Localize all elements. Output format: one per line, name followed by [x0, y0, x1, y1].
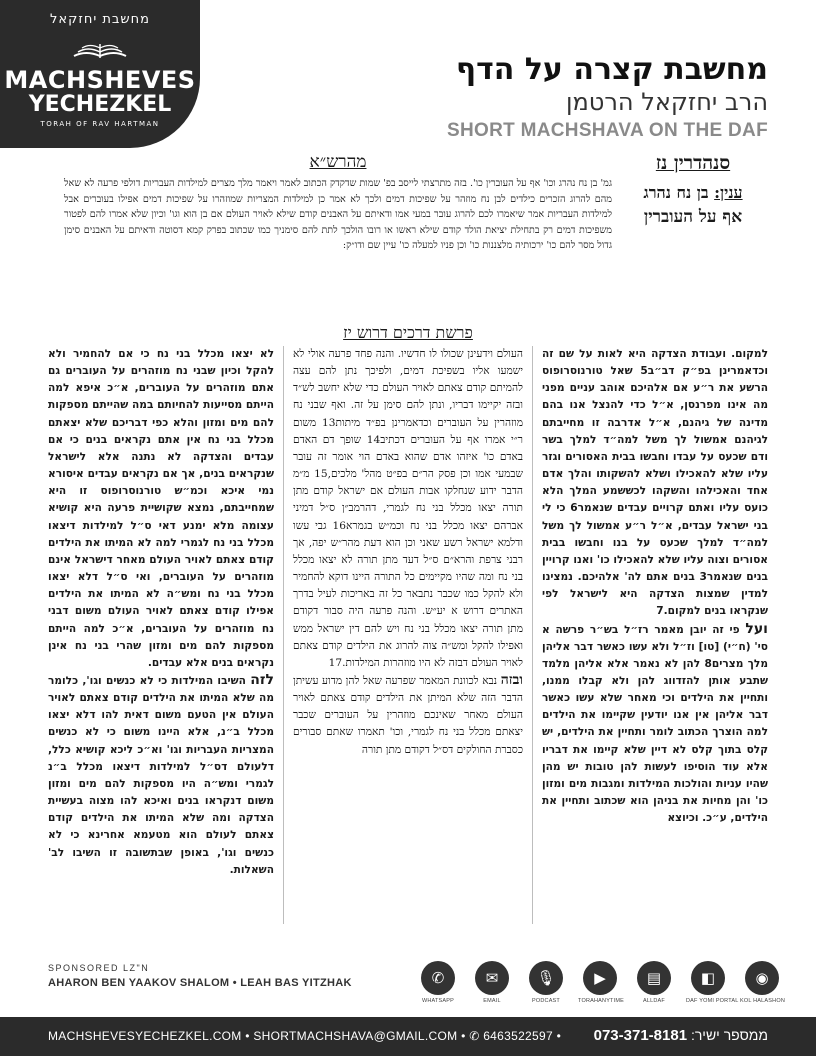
icon-label: DAF YOMI PORTAL	[686, 998, 739, 1004]
column-left	[48, 346, 274, 879]
icon-alldaf[interactable]	[632, 961, 676, 1007]
icon-label: TORAHANYTIME	[578, 998, 624, 1004]
footer-contact: MACHSHEVESYECHEZKEL.COM • SHORTMACHSHAVA@GMAIL.COM • ✆ 6463522597 •	[48, 1029, 562, 1043]
topic-text1: בן נח נהרג	[643, 183, 709, 202]
paragraph-text: העולם וידעינן שכולו לו חדשיו. והנה פחד פרעה אולי לא ישמעו אליו בשפיכת דמים, ולפיכך נתן להם עצה להמיתם קודם צאתם לאויר העולם כדי שלא יחשב לש״ד ובזה יקיימו דבריו, ונתן להם סימן על זה. ואף שבני נח מוזהרין על העוברים וכדאמרינן בפ״ד מיתות13 משום ר״י אמרו אף על העוברים דכתיב14 שופך דם האדם באדם כו' איזהו אדם שהוא באדם הוי אומר זה עובר שבמעי אמו וכן פסק הר״ם בפ״ט מהל' מלכים,15 מ״מ הדבר ידוע שנחלקו אבות העולם אם ישראל קודם מתן תורה יצאו מכלל בני נח לגמרי, דהרמב״ן ס״ל דמיני אברהם יצאו מכלל בני נח וכמ״ש בגמרא16 גבי עשו ודלמא ישראל רשע שאני וכן הוא דעת מהר״ש יפה, אך רבני צרפת והרא״ם ס״ל דעד מתן תורה לא יצאו מכלל בני נח ומה שהיו מקיימים כל התורה היינו דוקא להחמיר ולא להקל כמו שכבר נתבאר כל זה באריכות לעיל בדרך האתרים דרוש א יע״ש. והנה פרעה היה סבור דקודם מתן תורה יצאו מכלל בני נח ויש להם דין ישראל ממש ואפילו להקל ומש״ה צוה להרוג את הילדים קודם צאתם לאויר העולם דבזה לא היו מוזהרות המילדות.17	[293, 348, 523, 669]
parsha-heading	[0, 323, 816, 343]
logo-name-line2: YECHEZKEL	[28, 92, 172, 117]
paragraph	[293, 346, 523, 672]
column-divider	[532, 346, 533, 924]
footer-phone	[594, 1027, 768, 1044]
icon-podcast[interactable]	[524, 961, 568, 1007]
paragraph	[48, 346, 274, 672]
paragraph	[542, 346, 768, 621]
sponsor-names: AHARON BEN YAAKOV SHALOM • LEAH BAS YITZHAK	[48, 977, 352, 989]
maharsha-text: גמ' בן נח נהרג וכו' אף על העוברין כו'. בזה מתרצתי לייסב בפ' שמות שדקדק הכתוב לאמר ויאמר מלך מצרים למילדות העבריות דולפי פרעה לא שאל מהם להרוג הזכרים כילדים לבן נח מוזהר על שפיכות דמים ולכך לא אמר כן למילדות המצריות שמוזהרו על שפיכות דמים אפילו בעוברים אבל למילדות העבריות אמר שיאמרו לכם להרוג עובר במעי אמו ודאיתם על האבנים קודם שילא לאויר העולם אם בן הוא וגו' וכיון שלא אמרו להם לפטור משפיכות דמים רק בתחילת יציאת הולד קודם שילא ראשו או רובו הולכך לתת להם סימניך כמו שכתוב בפרק קמא דסוטה ודאיתם על האבנים סימן גדול מסר להם כו' ירכותיה מלצננות כו' וכן פניו למעלה כו' עיין שם ודו״ק:	[64, 178, 612, 252]
icon-kolhalashon[interactable]	[740, 961, 784, 1007]
logo-name-line1: MACHSHEVES	[4, 66, 196, 94]
page-title-hebrew: מחשבת קצרה על הדף	[455, 52, 768, 87]
topic-line1	[618, 183, 768, 203]
paragraph-text: למקום. ועבודת הצדקה היא לאות על שם זה וכדאמרינן בפ״ק דב״ב5 שאל טורנוסרופוס הרשע את ר״ע אם אלהיכם אוהב עניים מפני מה אינו מפרנסן, א״ל כדי להנצל אנו בהם מדינה של גיהנם, א״ל אדרבה זו מחייבתם לגיהנם אמשול לך משל למה״ד למלך בשר ודם שכעס על עבדו וחבשו בבית האסורים וגזר עליו שלא להאכילו ושלא להשקותו והלך אדם אחד והאכילהו והשקהו לכששמע המלך הלא כועס עליו ואתם קרויים עבדים שנאמר6 כי לי בני ישראל עבדים, א״ל ר״ע אמשול לך משל למה״ד למלך שכעס על בנו וחבשו בבית אסורים וצוה עליו שלא להאכילו כו' ואנו קרויין בנים שנאמר3 בנים אתם לה' אלהיכם. נמצינו למדין שמצות הצדקה היא לישראל לפי שנקראו בנים למקום.7	[541, 348, 769, 618]
email-icon: ✉	[475, 961, 509, 995]
column-divider	[283, 346, 284, 924]
paragraph	[48, 672, 274, 879]
topic-label: ענין:	[714, 183, 743, 202]
maharsha-heading: מהרש״א	[309, 152, 367, 172]
footer-phone-number: 073-371-8181	[593, 1027, 688, 1044]
paragraph-lead: לזה	[250, 671, 274, 688]
sponsor-label: SPONSORED LZ"N	[48, 963, 150, 973]
parsha-heading-text: פרשת דרכים דרוש יז	[343, 323, 473, 342]
paragraph-text: נבא לכוונת המאמר שפרעה שאל להן מדוע עשיתן הדבר הזה שלא המיתן את הילדים קודם צאתם לאויר העולם מאחר שאינכם מוזהרין על העוברים שכבר יצאתם מכלל בני נח לגמרי, וכו' תאמרו שאתם סבורים כסברת החולקים דס״ל דקודם מתן תורה	[293, 674, 523, 756]
kolhalashon-icon: ◉	[745, 961, 779, 995]
icon-label: ALLDAF	[643, 998, 665, 1004]
icon-label: EMAIL	[483, 998, 501, 1004]
paragraph-lead: ועל	[745, 620, 768, 637]
footer-bar	[0, 1017, 816, 1056]
book-icon	[72, 38, 128, 60]
icon-email[interactable]	[470, 961, 514, 1007]
podcast-icon: 🎙	[529, 961, 563, 995]
topic-box	[618, 152, 768, 227]
logo	[0, 0, 200, 148]
alldaf-icon: ▤	[637, 961, 671, 995]
paragraph-text: לא יצאו מכלל בני נח כי אם להחמיר ולא להקל וכיון שבני נח מוזהרים על העוברים גם אתם מוזהרים על העוברים, א״כ איפא למה הייתם מסייעות להחיותם במה שהייתם מספקות להם מים ומזון והלא כפי דבריכם שלא יצאתם מכלל בני נח אין אתם נקראים בנים כי אם עבדים והצדקה לא נתנה אלא לישראל שנקראים בנים, אך אם נקראים עבדים איסורא נמי איכא וכמ״ש טורנוסרופוס זו היא שמחייבתם, נמצא שקושיית פרעה היא קושיא עצומה מלא ימנע דאי ס״ל למילדות דיצאו מכלל בני נח לגמרי למה לא המיתו את הילדים קודם צאתם לאויר העולם מאחר דישראל אינם מוזהרים על העוברים, ואי ס״ל דלא יצאו מכלל בני נח ומש״ה לא המיתו את הילדים אפילו קודם צאתם לאויר העולם משום דבני נח מוזהרים על העוברים, א״כ למה הייתם מספקות להם מים ומזון שהרי בני נח אינן נקראים בנים אלא עבדים.	[47, 348, 274, 669]
icon-whatsapp[interactable]	[416, 961, 460, 1007]
icon-dafyomi-portal[interactable]	[686, 961, 739, 1007]
icon-label: PODCAST	[532, 998, 560, 1004]
whatsapp-icon: ✆	[421, 961, 455, 995]
logo-hebrew: מחשבת יחזקאל	[50, 12, 150, 27]
paragraph	[542, 621, 768, 828]
page-title-english: SHORT MACHSHAVA ON THE DAF	[447, 120, 768, 141]
column-middle	[293, 346, 523, 759]
paragraph-text: השיבו המילדות כי לא כנשים וגו', כלומר מה שלא המיתו את הילדים קודם צאתם לאויר העולם אין הטעם משום דאית להו דלא יצאו מכלל ב״נ, אלא היינו משום כי לא כנשים המצריות העבריות וגו' וא״כ ליכא קושיא כלל, דלעולם דס״ל למילדות דיצאו מכלל ב״נ לגמרי ומש״ה היו מספקות להם מים ומזון משום דנקראו בנים ואיכא להו מצוה בעשיית הצדקה ומה שלא המיתו את הילדים קודם צאתם לעולם הוא מטעמא אחרינא כי לא כנשים וגו', באופן שבתשובה זו השיבו לב' השאלות.	[48, 674, 274, 876]
icon-torahanytime[interactable]	[578, 961, 622, 1007]
logo-tagline: TORAH OF RAV HARTMAN	[40, 120, 160, 128]
torahanytime-icon: ▶	[583, 961, 617, 995]
tractate-heading: סנהדרין נז	[655, 152, 731, 174]
column-right	[542, 346, 768, 827]
paragraph-lead: ובזה	[500, 671, 523, 688]
footer-phone-label: ממספר ישיר:	[690, 1027, 768, 1043]
topic-line2: אף על העוברין	[643, 207, 743, 227]
dafyomi-portal-icon: ◧	[691, 961, 725, 995]
maharsha-section	[64, 152, 612, 254]
icon-label: KOL HALASHON	[740, 998, 785, 1004]
paragraph	[293, 672, 523, 759]
rav-name: הרב יחזקאל הרטמן	[565, 88, 768, 116]
icon-label: WHATSAPP	[421, 998, 455, 1004]
social-icons	[416, 961, 784, 1007]
paragraph-text: פי זה יובן מאמר רז״ל בש״ר פרשה א סי' (ח״י) [טו] וז״ל ולא עשו כאשר דבר אליהן מלך מצרים8 להן לא נאמר אלא אליהן מלמד שתבע אותן להזדווג להן ולא קבלו ממנו, ותחיין את הילדים וכי מאחר שלא עשו כאשר דבר אליהן אין אנו יודעין שקיימו את הילדים למה הוצרך הכתוב לומר ותחיין את הילדים, יש קלס בתוך קלס לא דיין שלא קיימו את דבריו אלא עוד הוסיפו לעשות להן טובות יש מהן שהיו עניות והולכות המילדות ומגבות מים ומזון כו' והן מחיות את בניהן הוא שכתוב ותחיין את הילדים, ע״כ. וכיוצא	[542, 623, 769, 825]
sponsor-box	[48, 963, 418, 989]
